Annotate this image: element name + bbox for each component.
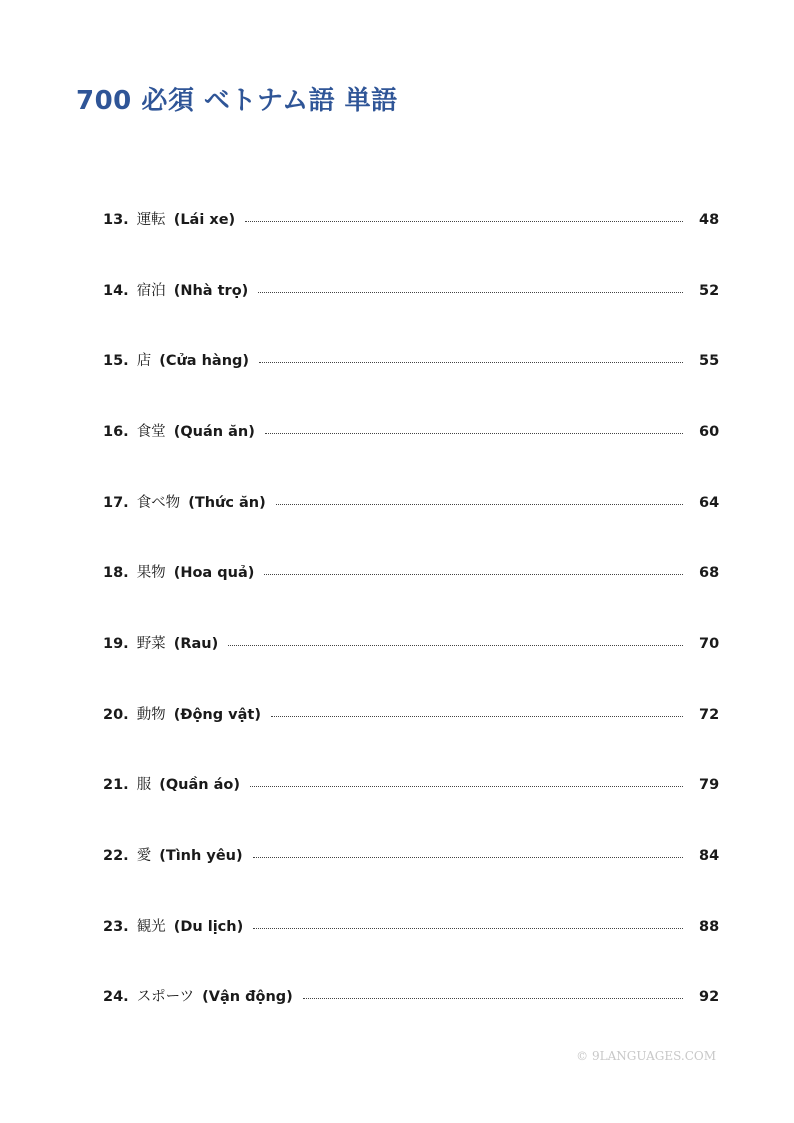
toc-entry-vietnamese: (Lái xe) bbox=[173, 211, 236, 228]
toc-entry-page: 60 bbox=[699, 423, 720, 440]
toc-entry-number: 19. bbox=[103, 635, 129, 652]
toc-entry-page: 84 bbox=[699, 848, 720, 865]
toc-entry-vietnamese: (Cửa hàng) bbox=[159, 353, 250, 370]
toc-entry-number: 13. bbox=[103, 211, 129, 228]
toc-entry-vietnamese: (Hoa quả) bbox=[173, 565, 255, 582]
toc-entry[interactable] bbox=[103, 607, 719, 678]
table-of-contents bbox=[103, 183, 719, 1031]
toc-entry-page: 64 bbox=[699, 494, 720, 511]
toc-entry-page: 48 bbox=[699, 211, 720, 228]
toc-entry-vietnamese: (Nhà trọ) bbox=[173, 282, 249, 299]
toc-entry-japanese: 店 bbox=[136, 353, 152, 370]
dot-leader bbox=[253, 857, 683, 858]
dot-leader bbox=[271, 716, 683, 717]
toc-entry-vietnamese: (Vận động) bbox=[202, 989, 293, 1006]
toc-entry-page: 92 bbox=[699, 989, 720, 1006]
toc-entry-japanese: 愛 bbox=[136, 848, 152, 865]
toc-entry[interactable] bbox=[103, 678, 719, 749]
toc-entry-japanese: 食堂 bbox=[136, 423, 166, 440]
dot-leader bbox=[250, 786, 683, 787]
toc-entry[interactable] bbox=[103, 466, 719, 537]
toc-entry-page: 72 bbox=[699, 706, 720, 723]
toc-entry-vietnamese: (Động vật) bbox=[173, 706, 261, 723]
toc-entry-vietnamese: (Du lịch) bbox=[173, 918, 244, 935]
toc-entry-number: 24. bbox=[103, 989, 129, 1006]
toc-entry-japanese: 宿泊 bbox=[136, 282, 166, 299]
toc-entry-vietnamese: (Quán ăn) bbox=[173, 423, 255, 440]
toc-entry[interactable] bbox=[103, 183, 719, 254]
toc-entry-number: 15. bbox=[103, 353, 129, 370]
page-title: 700 必須 ベトナム語 単語 bbox=[76, 86, 398, 116]
toc-entry-number: 16. bbox=[103, 423, 129, 440]
toc-entry-vietnamese: (Rau) bbox=[173, 635, 219, 652]
toc-entry-japanese: 野菜 bbox=[136, 635, 166, 652]
toc-entry-page: 79 bbox=[699, 777, 720, 794]
toc-entry[interactable] bbox=[103, 395, 719, 466]
dot-leader bbox=[259, 362, 683, 363]
toc-entry-number: 21. bbox=[103, 777, 129, 794]
toc-entry-vietnamese: (Quần áo) bbox=[159, 777, 240, 794]
toc-entry[interactable] bbox=[103, 819, 719, 890]
toc-entry-page: 68 bbox=[699, 565, 720, 582]
dot-leader bbox=[228, 645, 683, 646]
copyright-footer: © 9LANGUAGES.COM bbox=[576, 1049, 716, 1063]
dot-leader bbox=[264, 574, 683, 575]
toc-entry-vietnamese: (Thức ăn) bbox=[188, 494, 266, 511]
toc-entry-page: 55 bbox=[699, 353, 720, 370]
toc-entry-number: 20. bbox=[103, 706, 129, 723]
dot-leader bbox=[276, 504, 683, 505]
toc-entry-number: 14. bbox=[103, 282, 129, 299]
toc-entry-number: 22. bbox=[103, 848, 129, 865]
toc-entry-page: 88 bbox=[699, 918, 720, 935]
dot-leader bbox=[253, 928, 683, 929]
toc-entry-japanese: 観光 bbox=[136, 918, 166, 935]
dot-leader bbox=[265, 433, 683, 434]
toc-entry-japanese: スポーツ bbox=[136, 989, 195, 1006]
toc-entry-japanese: 食べ物 bbox=[136, 494, 181, 511]
toc-entry[interactable] bbox=[103, 890, 719, 961]
toc-entry[interactable] bbox=[103, 324, 719, 395]
toc-entry-japanese: 果物 bbox=[136, 565, 166, 582]
toc-entry[interactable] bbox=[103, 536, 719, 607]
toc-entry[interactable] bbox=[103, 749, 719, 820]
toc-entry-japanese: 服 bbox=[136, 777, 152, 794]
toc-entry-number: 18. bbox=[103, 565, 129, 582]
toc-entry[interactable] bbox=[103, 254, 719, 325]
toc-entry[interactable] bbox=[103, 961, 719, 1032]
dot-leader bbox=[258, 292, 683, 293]
toc-entry-japanese: 動物 bbox=[136, 706, 166, 723]
toc-entry-vietnamese: (Tình yêu) bbox=[159, 848, 243, 865]
dot-leader bbox=[303, 998, 683, 999]
toc-entry-page: 70 bbox=[699, 635, 720, 652]
toc-entry-number: 23. bbox=[103, 918, 129, 935]
toc-entry-number: 17. bbox=[103, 494, 129, 511]
toc-entry-page: 52 bbox=[699, 282, 720, 299]
toc-entry-japanese: 運転 bbox=[136, 211, 166, 228]
dot-leader bbox=[245, 221, 683, 222]
